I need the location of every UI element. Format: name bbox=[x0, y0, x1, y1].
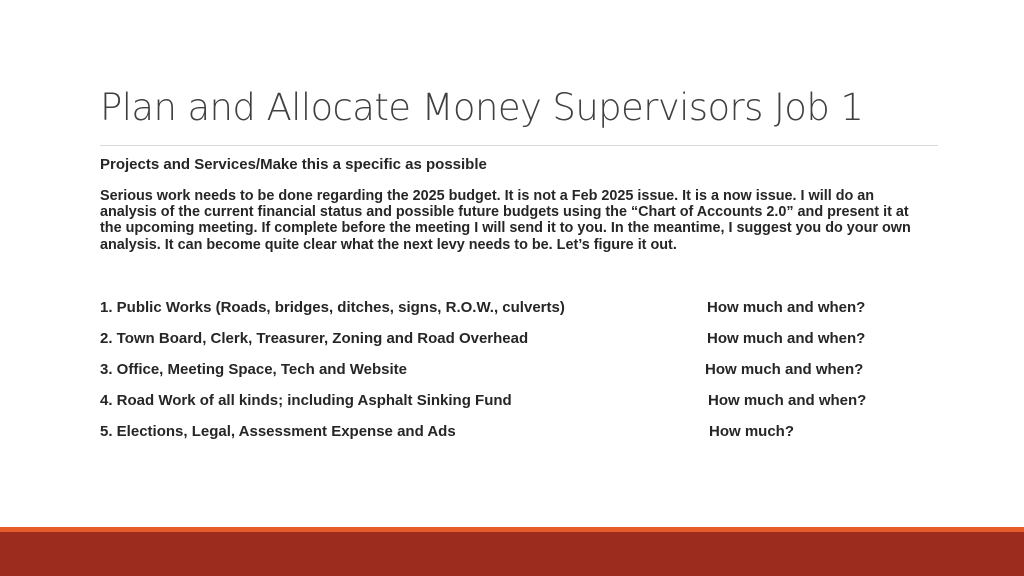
item-question: How much and when? bbox=[705, 361, 864, 378]
item-question: How much and when? bbox=[707, 299, 866, 316]
item-label: 2. Town Board, Clerk, Treasurer, Zoning and Road Overhead bbox=[100, 330, 529, 347]
slide-title: Plan and Allocate Money Supervisors Job 1 bbox=[100, 86, 864, 129]
list-item-public-works bbox=[100, 299, 900, 319]
list-item-office bbox=[100, 361, 900, 381]
list-item-elections bbox=[100, 423, 900, 443]
item-label: 5. Elections, Legal, Assessment Expense and Ads bbox=[100, 423, 456, 440]
footer-bar bbox=[0, 532, 1024, 576]
title-divider bbox=[100, 145, 938, 146]
item-label: 1. Public Works (Roads, bridges, ditches, signs, R.O.W., culverts) bbox=[100, 299, 565, 316]
slide-subtitle: Projects and Services/Make this a specific as possible bbox=[100, 156, 487, 173]
item-label: 4. Road Work of all kinds; including Asphalt Sinking Fund bbox=[100, 392, 512, 409]
list-item-town-board bbox=[100, 330, 900, 350]
list-item-road-work bbox=[100, 392, 900, 412]
item-question: How much? bbox=[709, 423, 794, 440]
item-question: How much and when? bbox=[707, 330, 866, 347]
item-question: How much and when? bbox=[708, 392, 867, 409]
item-label: 3. Office, Meeting Space, Tech and Website bbox=[100, 361, 408, 378]
intro-paragraph: Serious work needs to be done regarding the 2025 budget. It is not a Feb 2025 issue. It is a now issue. I will do an analysis of the current financial status and possible future budgets using the “Chart of Accounts 2.0” and present it at the upcoming meeting. If complete before the meeting I will send it to you. In the meantime, I suggest you do your own analysis. It can become quite clear what the next levy needs to be. Let’s figure it out. bbox=[100, 188, 911, 253]
